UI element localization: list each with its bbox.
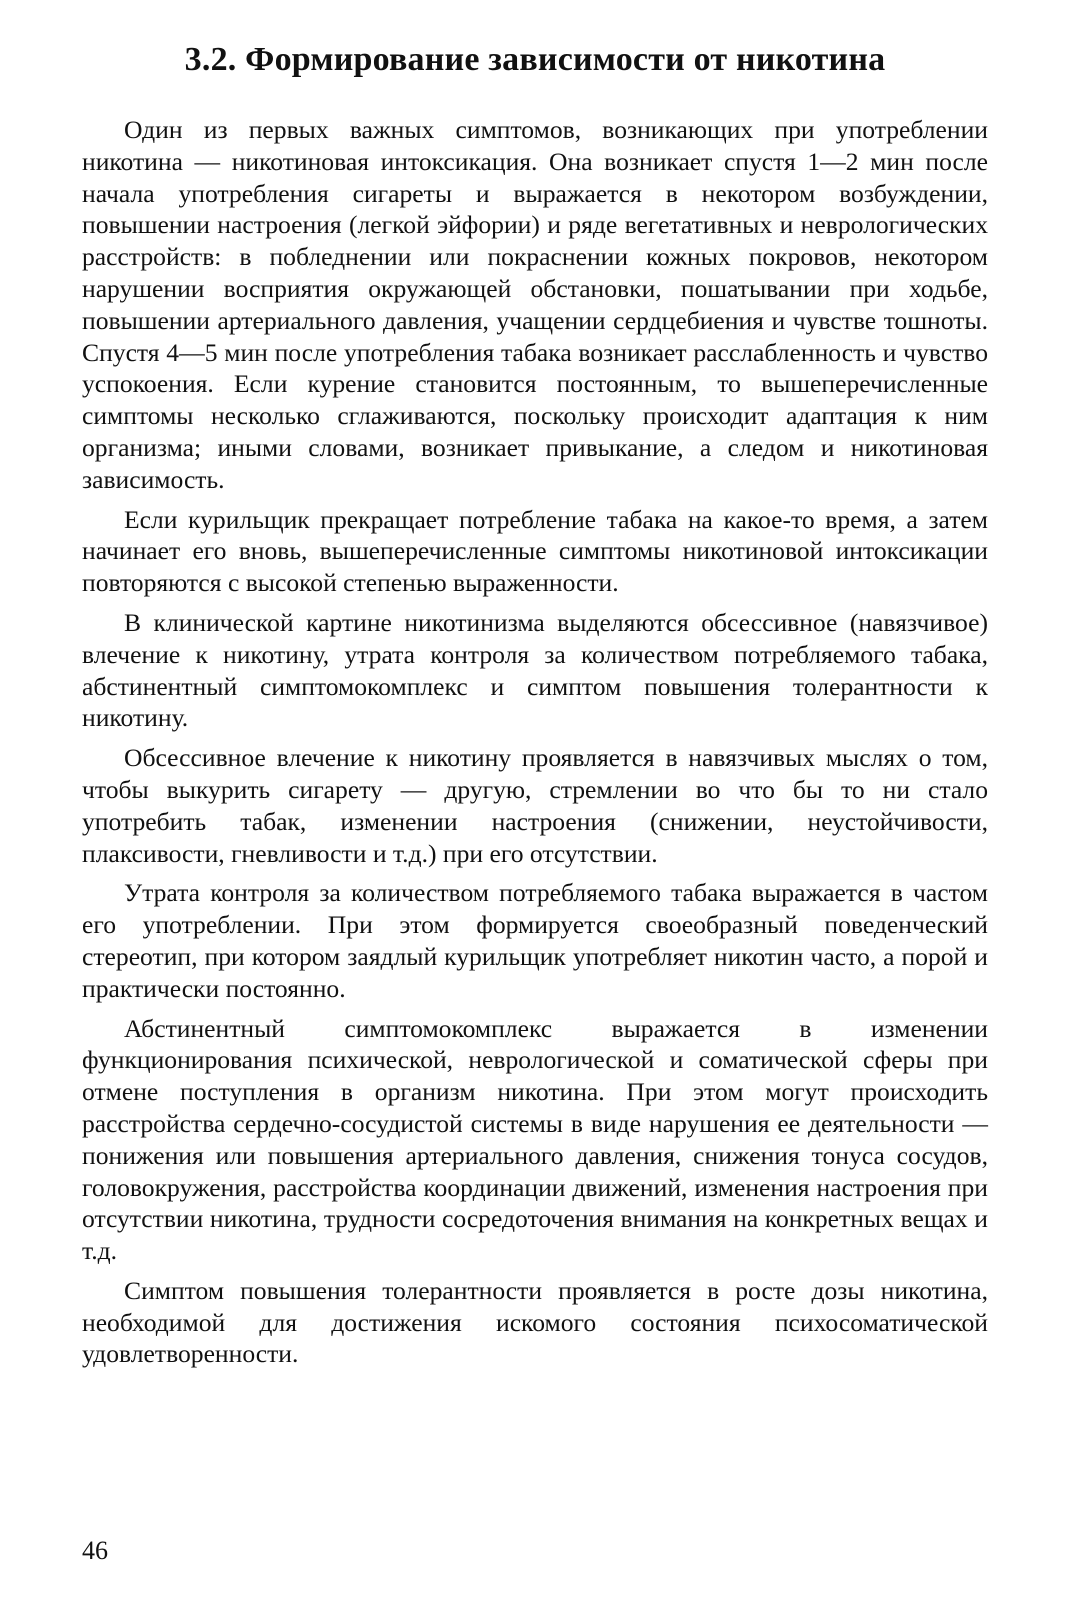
paragraph-7: Симптом повышения толерантности проявляется в росте дозы никотина, необходимой для достижения искомого состояния психосоматической удовлетворенности. bbox=[82, 1275, 988, 1369]
paragraph-1: Один из первых важных симптомов, возникающих при употреблении никотина — никотиновая интоксикация. Она возникает спустя 1—2 мин после начала употребления сигареты и выражается в некотором возбуждении, повышении настроения (легкой эйфории) и ряде вегетативных и неврологических расстройств: в побледнении или покраснении кожных покровов, некотором нарушении восприятия окружающей обстановки, пошатывании при ходьбе, повышении артериального давления, учащении сердцебиения и чувстве тошноты. Спустя 4—5 мин после употребления табака возникает расслабленность и чувство успокоения. Если курение становится постоянным, то вышеперечисленные симптомы несколько сглаживаются, поскольку происходит адаптация к ним организма; иными словами, возникает привыкание, а следом и никотиновая зависимость. bbox=[82, 115, 988, 494]
paragraph-5: Утрата контроля за количеством потребляемого табака выражается в частом его употреблении. При этом формируется своеобразный поведенческий стереотип, при котором заядлый курильщик употребляет никотин часто, а порой и практически постоянно. bbox=[82, 878, 988, 1003]
book-page bbox=[82, 40, 988, 1580]
paragraph-2: Если курильщик прекращает потребление табака на какое-то время, а затем начинает его вновь, вышеперечисленные симптомы никотиновой интоксикации повторяются с высокой степенью выраженности. bbox=[82, 504, 988, 598]
page-number: 46 bbox=[82, 1536, 108, 1565]
paragraph-4: Обсессивное влечение к никотину проявляется в навязчивых мыслях о том, чтобы выкурить сигарету — другую, стремлении во что бы то ни стало употребить табак, изменении настроения (снижении, неустойчивости, плаксивости, гневливости и т.д.) при его отсутствии. bbox=[82, 743, 988, 868]
section-heading: 3.2. Формирование зависимости от никотина bbox=[184, 41, 886, 78]
paragraph-6: Абстинентный симптомокомплекс выражается в изменении функционирования психической, неврологической и соматической сферы при отмене поступления в организм никотина. При этом могут происходить расстройства сердечно-сосудистой системы в виде нарушения ее деятельности — понижения или повышения артериального давления, снижения тонуса сосудов, головокружения, расстройства координации движений, изменения настроения при отсутствии никотина, трудности сосредоточения внимания на конкретных вещах и т.д. bbox=[82, 1013, 988, 1266]
paragraph-3: В клинической картине никотинизма выделяются обсессивное (навязчивое) влечение к никотину, утрата контроля за количеством потребляемого табака, абстинентный симптомокомплекс и симптом повышения толерантности к никотину. bbox=[82, 607, 988, 733]
